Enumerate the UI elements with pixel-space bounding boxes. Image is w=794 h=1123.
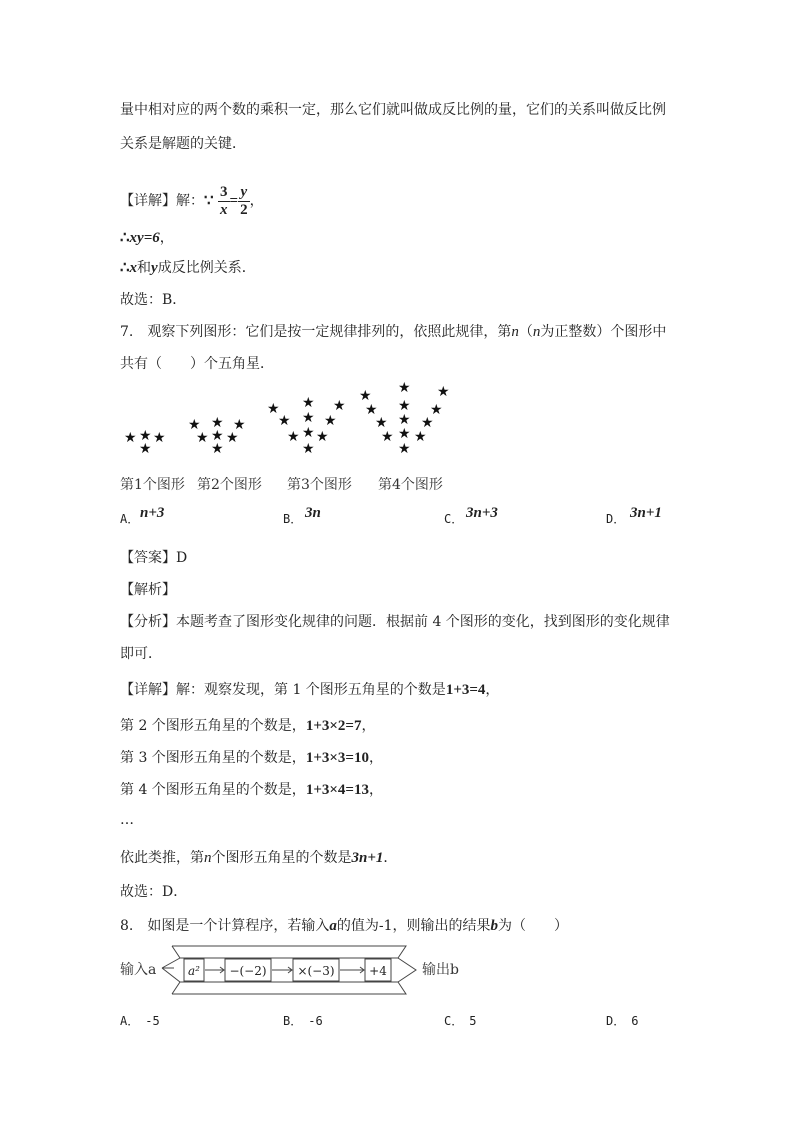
relation-text: 成反比例关系． — [157, 260, 256, 276]
q6-choice: 故选：B． — [120, 292, 187, 308]
q7-analysis-line-1: 【分析】本题考查了图形变化规律的问题．根据前 4 个图形的变化，找到图形的变化规律 — [120, 614, 670, 630]
star-icon: ★ — [430, 402, 443, 418]
because-symbol: ∵ — [204, 193, 214, 209]
star-icon: ★ — [302, 425, 315, 441]
q7-general-line: 依此类推，第n个图形五角星的个数是3n+1． — [120, 850, 398, 866]
comma: ， — [249, 193, 264, 209]
star-icon: ★ — [124, 430, 137, 446]
star-icon: ★ — [398, 441, 411, 457]
ellipsis: … — [120, 812, 134, 828]
q7-analysis-title: 【解析】 — [120, 582, 176, 598]
q6-detail-label: 【详解】解： — [120, 193, 204, 209]
star-icon: ★ — [375, 415, 388, 431]
therefore-symbol: ∴ — [120, 230, 130, 246]
flow-input-label: 输入a — [120, 962, 157, 978]
star-icon: ★ — [287, 429, 300, 445]
star-icon: ★ — [302, 441, 315, 457]
flow-frame-bottom — [172, 982, 406, 994]
star-icon: ★ — [267, 401, 280, 417]
flow-frame-top — [172, 946, 406, 958]
equation: 1+3×2=7 — [305, 718, 362, 734]
q7-option-b: B． 3n — [283, 505, 321, 526]
q8-option-d: D． 6 — [606, 1014, 639, 1028]
flow-step-2: −(−2) — [229, 964, 267, 978]
intro-line-1: 量中相对应的两个数的乘积一定，那么它们就叫做成反比例的量，它们的关系叫做反比例 — [120, 102, 666, 118]
star-icon: ★ — [188, 417, 201, 433]
q7-stem-line-2: 共有（ ）个五角星． — [120, 356, 274, 372]
flow-step-1: a² — [188, 964, 200, 978]
flow-output-label: 输出b — [422, 962, 459, 978]
star-icon: ★ — [398, 426, 411, 442]
q7-stem-line-1: 7. 观察下列图形：它们是按一定规律排列的，依照此规律，第n（n为正整数）个图形中 — [120, 324, 667, 340]
star-icon: ★ — [359, 388, 372, 404]
fraction-y-over-2: $\frac{y}{2}$ — [240, 183, 248, 218]
caption-figure-3: 第3个图形 — [287, 477, 352, 493]
q8-stem: 8. 如图是一个计算程序，若输入a的值为-1，则输出的结果b为（ ） — [120, 918, 568, 934]
star-icon: ★ — [398, 380, 411, 396]
q8-option-c: C． 5 — [444, 1014, 477, 1028]
equation: 3n+1 — [351, 850, 384, 866]
q6-relation-line — [120, 258, 256, 278]
star-icon: ★ — [139, 428, 152, 444]
q8-option-a: A． -5 — [120, 1014, 160, 1028]
var-y: y — [151, 260, 158, 276]
q8-option-b: B． -6 — [283, 1014, 323, 1028]
q7-detail-row-3: 第 3 个图形五角星的个数是，1+3×3=10， — [120, 750, 383, 766]
q7-analysis-line-2: 即可． — [120, 646, 162, 662]
q7-option-a: A． n+3 — [120, 505, 165, 526]
flow-input-arrow — [162, 958, 180, 982]
q6-xy-line — [120, 228, 174, 248]
flow-step-3: ×(−3) — [297, 964, 335, 978]
star-icon: ★ — [211, 415, 224, 431]
star-icon: ★ — [302, 410, 315, 426]
q6-detail-line — [120, 183, 264, 219]
star-icon: ★ — [398, 412, 411, 428]
q7-detail-row-2: 第 2 个图形五角星的个数是，1+3×2=7， — [120, 718, 376, 734]
var-x: x — [129, 260, 138, 276]
equation: 1+3=4 — [445, 682, 486, 698]
var-n: n — [204, 850, 212, 866]
equals-sign: = — [229, 193, 239, 209]
star-icon: ★ — [333, 398, 346, 414]
star-icon: ★ — [153, 430, 166, 446]
star-icon: ★ — [211, 428, 224, 444]
and-text: 和 — [137, 260, 152, 276]
q7-option-d: D． 3n+1 — [606, 505, 662, 526]
caption-figure-1: 第1个图形 — [120, 477, 185, 493]
calculation-flow-diagram — [118, 940, 478, 1000]
q7-detail-line-1: 【详解】解：观察发现，第 1 个图形五角星的个数是1+3=4， — [120, 682, 500, 698]
q7-detail-row-4: 第 4 个图形五角星的个数是，1+3×4=13， — [120, 782, 383, 798]
q7-option-c: C． 3n+3 — [444, 505, 498, 526]
var-a: a — [329, 918, 337, 934]
xy-equation: xy=6 — [129, 230, 160, 246]
flow-output-arrow — [398, 958, 416, 982]
var-b: b — [490, 918, 498, 934]
flow-step-4: +4 — [369, 964, 387, 978]
star-icon: ★ — [196, 430, 209, 446]
caption-figure-2: 第2个图形 — [197, 477, 262, 493]
star-icon: ★ — [414, 429, 427, 445]
star-icon: ★ — [211, 441, 224, 457]
star-icon: ★ — [365, 402, 378, 418]
equation: 1+3×4=13 — [305, 782, 369, 798]
star-icon: ★ — [278, 413, 291, 429]
star-icon: ★ — [302, 395, 315, 411]
therefore-symbol: ∴ — [120, 260, 130, 276]
q7-choice: 故选：D． — [120, 884, 188, 900]
star-icon: ★ — [398, 398, 411, 414]
star-icon: ★ — [381, 429, 394, 445]
star-icon: ★ — [139, 441, 152, 457]
star-icon: ★ — [421, 415, 434, 431]
star-icon: ★ — [437, 384, 450, 400]
star-icon: ★ — [226, 430, 239, 446]
fraction-3-over-x: $\frac{3}{x}$ — [220, 183, 228, 218]
star-icon: ★ — [316, 429, 329, 445]
var-n: n — [511, 324, 519, 340]
q7-answer: 【答案】D — [120, 550, 188, 566]
caption-figure-4: 第4个图形 — [378, 477, 443, 493]
star-icon: ★ — [233, 417, 246, 433]
var-n: n — [532, 324, 541, 340]
comma: ， — [159, 230, 174, 246]
intro-line-2: 关系是解题的关键． — [120, 136, 246, 152]
equation: 1+3×3=10 — [305, 750, 369, 766]
star-icon: ★ — [324, 413, 337, 429]
